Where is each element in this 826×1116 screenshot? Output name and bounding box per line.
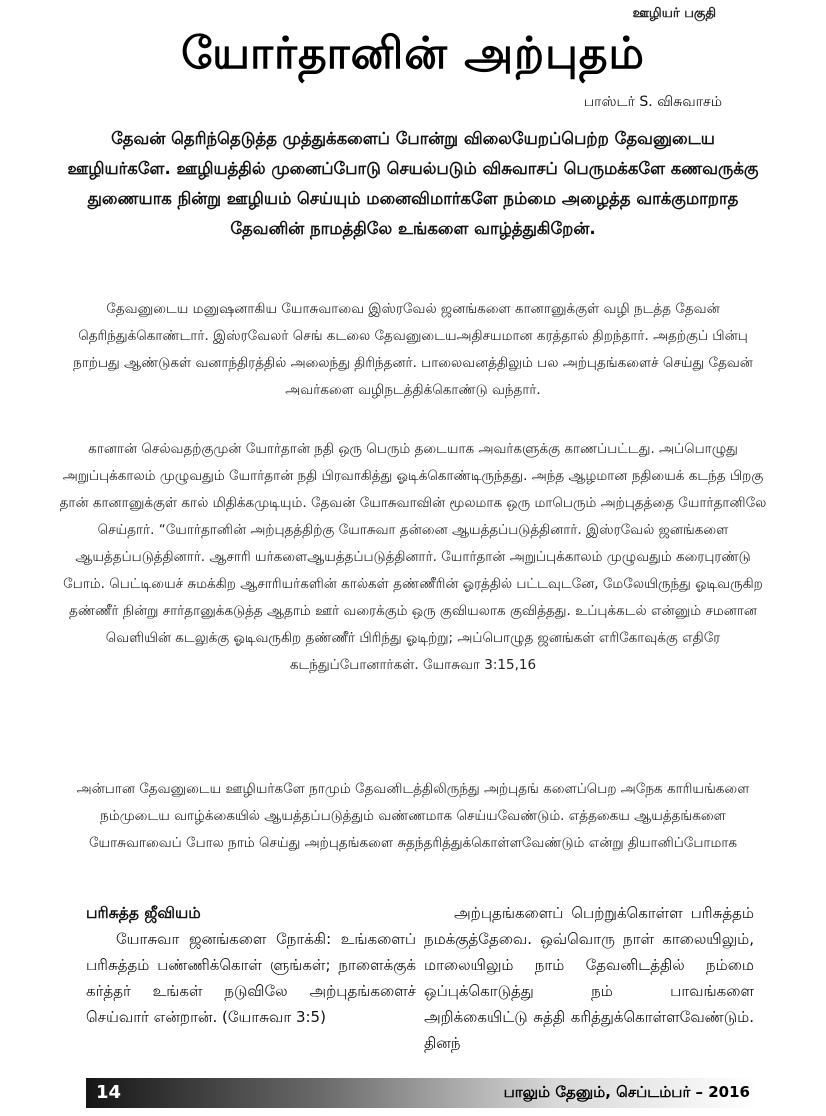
footer-bar: [86, 1078, 756, 1108]
article-title: யோர்தானின் அற்புதம்: [181, 28, 645, 79]
left-column: [86, 900, 416, 1030]
body-paragraph-2: கானான் செல்வதற்குமுன் யோர்தான் நதி ஒரு பெரும் தடையாக அவர்களுக்கு காணப்பட்டது. அப்பொழுது அறுப்புக்காலம் முழுவதும் யோர்தான் நதி பிரவாகித்து ஓடிக்கொண்டிருந்தது. அந்த ஆழமான நதியைக் கடந்த பிறகு தான் கானானுக்குள் கால் மிதிக்கமுடியும். தேவன் யோசுவாவின் மூலமாக ஒரு மாபெரும் அற்புதத்தை யோர்தானிலே செய்தார். “யோர்தானின் அற்புதத்திற்கு யோசுவா தன்னை ஆயத்தப்படுத்தினார். இஸ்ரவேல் ஜனங்களை ஆயத்தப்படுத்தினார். ஆசாரி யர்களைஆயத்தப்படுத்தினார். யோர்தான் அறுப்புக்காலம் முழுவதும் கரைபுரண்டு போம். பெட்டியைச் சுமக்கிற ஆசாரியர்களின் கால்கள் தண்ணீரின் ஓரத்தில் பட்டவுடனே, மேலேயிருந்து ஓடிவருகிற தண்ணீர் நின்று சார்தானுக்கடுத்த ஆதாம் ஊர் வரைக்கும் ஒரு குவியலாக குவித்தது. உப்புக்கடல் என்னும் சமனான வெளியின் கடலுக்கு ஓடிவருகிற தண்ணீர் பிரிந்து ஓடிற்று; அப்பொழுத ஜனங்கள் எரிகோவுக்கு எதிரே கடந்துப்போனார்கள். யோசுவா 3:15,16: [59, 441, 767, 673]
right-column: [424, 900, 754, 1056]
author-name: பாஸ்டர் S. விசுவாசம்: [583, 94, 722, 110]
right-column-text: அற்புதங்களைப் பெற்றுக்கொள்ள பரிசுத்தம் நமக்குத்தேவை. ஒவ்வொரு நாள் காலையிலும், மாலையிலும் நாம் தேவனிடத்தில் நம்மை ஒப்புக்கொடுத்து நம் பாவங்களை அறிக்கையிட்டு சுத்தி கரித்துக்கொள்ளவேண்டும். தினந்: [424, 904, 754, 1052]
publication-name: பாலும் தேனும், செப்டம்பர் – 2016: [503, 1083, 750, 1101]
page-number: 14: [96, 1082, 122, 1103]
sub-heading: பரிசுத்த ஜீவியம்: [86, 904, 201, 922]
left-column-text: யோசுவா ஜனங்களை நோக்கி: உங்களைப் பரிசுத்தம் பண்ணிக்கொள் ளுங்கள்; நாளைக்குக் கர்த்தர் உங்கள் நடுவிலே அற்புதங்களைச் செய்வார் என்றான். (யோசுவா 3:5): [86, 930, 416, 1026]
section-tag: ஊழியர் பகுதி: [632, 6, 716, 21]
body-paragraph-3: அன்பான தேவனுடைய ஊழியர்களே நாமும் தேவனிடத்திலிருந்து அற்புதங் களைப்பெற அநேக காரியங்களை நம்முடைய வாழ்க்கையில் ஆயத்தப்படுத்தும் வண்ணமாக செய்யவேண்டும். எத்தகைய ஆயத்தங்களை யோசுவாவைப் போல நாம் செய்து அற்புதங்களை சுதந்தரித்துக்கொள்ளவேண்டும் என்று தியானிப்போமாக: [76, 781, 750, 851]
body-paragraph-1: தேவனுடைய மனுஷனாகிய யோசுவாவை இஸ்ரவேல் ஜனங்களை கானானுக்குள் வழி நடத்த தேவன் தெரிந்துக்கொண்டார். இஸ்ரவேலர் செங் கடலை தேவனுடையஅதிசயமான கரத்தால் திறந்தார். அதற்குப் பின்பு நாற்பது ஆண்டுகள் வனாந்திரத்தில் அலைந்து திரிந்தனர். பாலைவனத்திலும் பல அற்புதங்களைச் செய்து தேவன் அவர்களை வழிநடத்திக்கொண்டு வந்தார்.: [73, 301, 753, 398]
lead-paragraph: தேவன் தெரிந்தெடுத்த முத்துக்களைப் போன்று விலையேறப்பெற்ற தேவனுடைய ஊழியர்களே. ஊழியத்தில் முனைப்போடு செயல்படும் விசுவாசப் பெருமக்களே கணவருக்கு துணையாக நின்று ஊழியம் செய்யும் மனைவிமார்களே நம்மை அழைத்த வாக்குமாறாத தேவனின் நாமத்திலே உங்களை வாழ்த்துகிறேன்.: [67, 129, 759, 238]
